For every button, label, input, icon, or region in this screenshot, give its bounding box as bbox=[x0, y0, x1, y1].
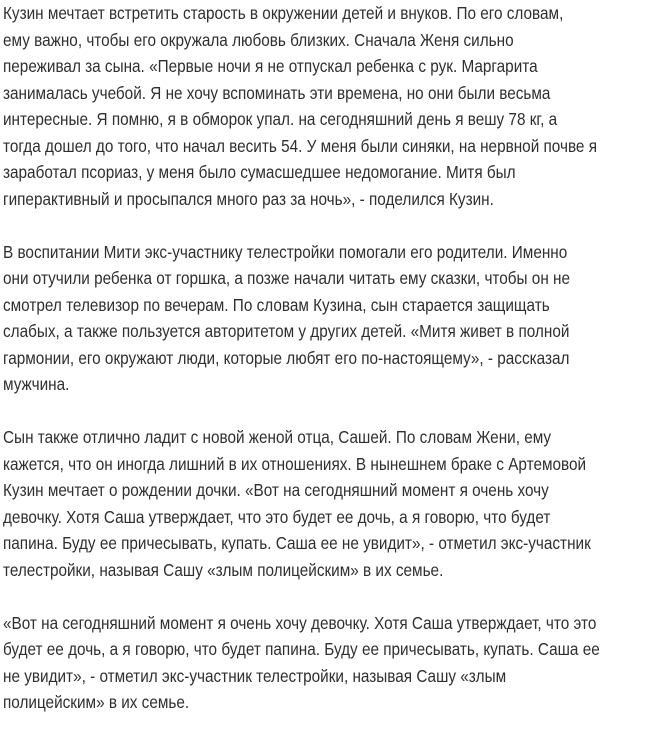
text-line: будет ее дочь, а я говорю, что будет папина. Буду ее причесывать, купать. Саша ее bbox=[3, 639, 600, 659]
text-line: «Вот на сегодняшний момент я очень хочу девочку. Хотя Саша утверждает, что это bbox=[3, 612, 597, 633]
text-line: Кузин мечтает встретить старость в окружении детей и внуков. По его словам, bbox=[3, 3, 564, 23]
text-line: тогда дошел до того, что начал весить 54. У меня были синяки, на нервной почве я bbox=[3, 135, 597, 156]
text-line: слабых, а также пользуется авторитетом у других детей. «Митя живет в полной bbox=[3, 321, 570, 341]
text-line: телестройки, называя Сашу «злым полицейским» в их семье. bbox=[3, 559, 444, 580]
text-line: Кузин мечтает о рождении дочки. «Вот на сегодняшний момент я очень хочу bbox=[3, 480, 549, 500]
text-line: они отучили ребенка от горшка, а позже начали читать ему сказки, чтобы он не bbox=[3, 268, 571, 288]
text-line: девочку. Хотя Саша утверждает, что это будет ее дочь, а я говорю, что будет bbox=[3, 506, 551, 527]
text-line: В воспитании Мити экс-участнику телестройки помогали его родители. Именно bbox=[3, 241, 568, 262]
text-line: папина. Буду ее причесывать, купать. Саша ее не увидит», - отметил экс-участник bbox=[3, 533, 591, 553]
text-line: гиперактивный и просыпался много раз за ночь», - поделился Кузин. bbox=[3, 188, 494, 209]
text-line: Сын также отлично ладит с новой женой отца, Сашей. По словам Жени, ему bbox=[3, 427, 552, 447]
text-line: кажется, что он иногда лишний в их отношениях. В нынешнем браке с Артемовой bbox=[3, 453, 587, 474]
text-line: занималась учебой. Я не хочу вспоминать эти времена, но они были весьма bbox=[3, 82, 551, 103]
paragraph-3 bbox=[3, 424, 668, 583]
text-line: заработал псориаз, у меня было сумасшедшее недомогание. Митя был bbox=[3, 162, 516, 182]
text-line: ему важно, чтобы его окружала любовь близких. Сначала Женя сильно bbox=[3, 29, 514, 50]
article-body bbox=[3, 0, 668, 742]
paragraph-1 bbox=[3, 0, 668, 212]
text-line: полицейским» в их семье. bbox=[3, 692, 190, 712]
text-line: интересные. Я помню, я в обморок упал. на сегодняшний день я вешу 78 кг, а bbox=[3, 109, 558, 129]
text-line: не увидит», - отметил экс-участник телестройки, называя Сашу «злым bbox=[3, 665, 507, 686]
text-line: смотрел телевизор по вечерам. По словам Кузина, сын старается защищать bbox=[3, 294, 550, 315]
text-line: переживал за сына. «Первые ночи я не отпускал ребенка с рук. Маргарита bbox=[3, 56, 538, 76]
text-line: мужчина. bbox=[3, 374, 70, 394]
text-line: гармонии, его окружают люди, которые любят его по-настоящему», - рассказал bbox=[3, 347, 570, 368]
paragraph-2 bbox=[3, 239, 668, 398]
